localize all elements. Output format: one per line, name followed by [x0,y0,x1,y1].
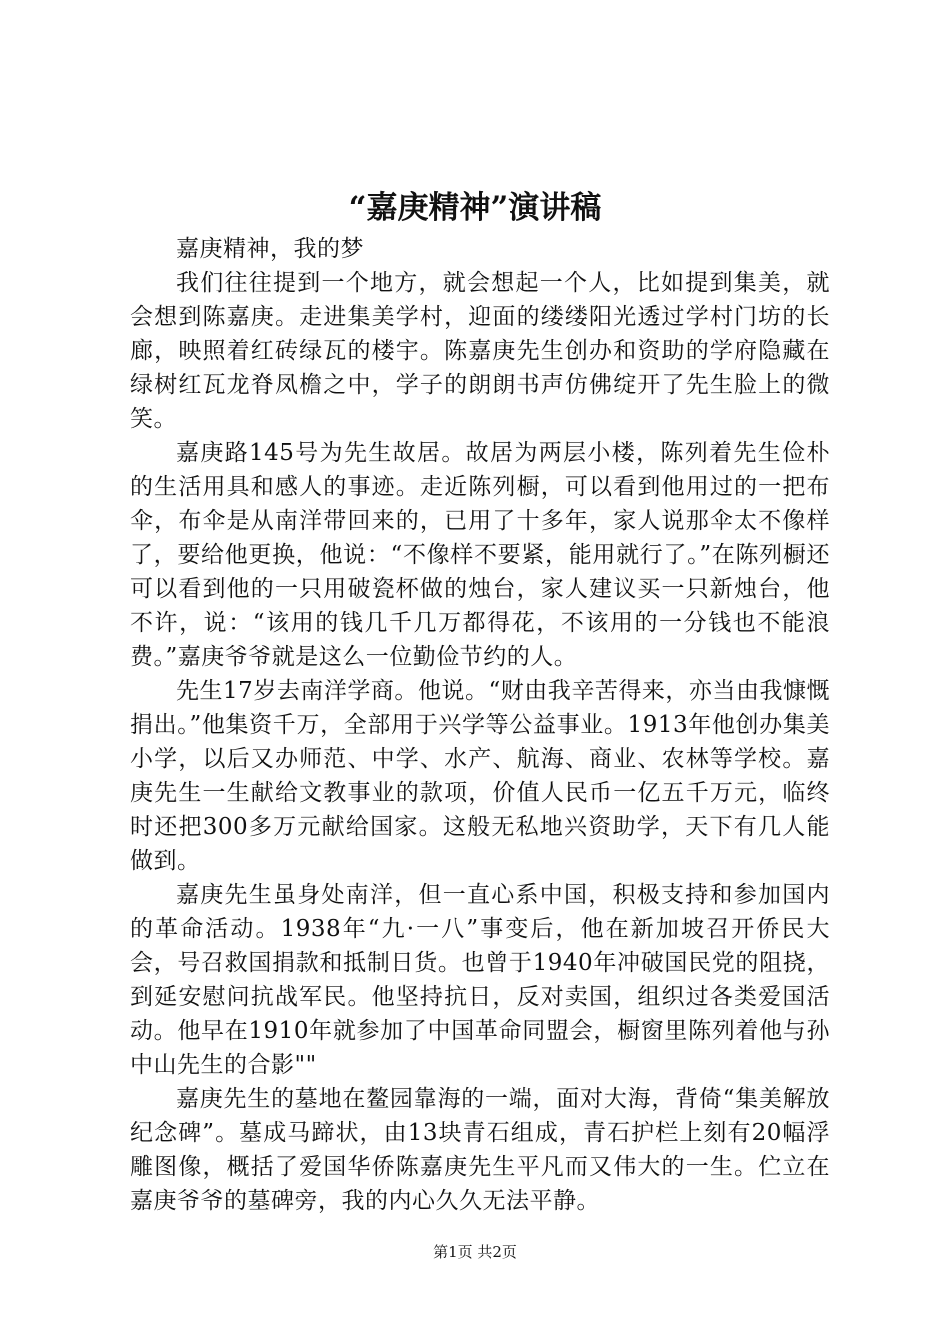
document-title: “嘉庚精神”演讲稿 [348,190,602,226]
body-paragraph: 嘉庚先生虽身处南洋，但一直心系中国，积极支持和参加国内的革命活动。1938年“九·一八”事变后，他在新加坡召开侨民大会，号召救国捐款和抵制日货。也曾于1940年冲破国民党的阻挠，到延安慰问抗战军民。他坚持抗日，反对卖国，组织过各类爱国活动。他早在1910年就参加了中国革命同盟会，橱窗里陈列着他与孙中山先生的合影"" [130,882,830,1078]
body-paragraph: 嘉庚路145号为先生故居。故居为两层小楼，陈列着先生俭朴的生活用具和感人的事迹。走近陈列橱，可以看到他用过的一把布伞，布伞是从南洋带回来的，已用了十多年，家人说那伞太不像样了，要给他更换，他说：“不像样不要紧，能用就行了。”在陈列橱还可以看到他的一只用破瓷杯做的烛台，家人建议买一只新烛台，他不许，说：“该用的钱几千几万都得花，不该用的一分钱也不能浪费。”嘉庚爷爷就是这么一位勤俭节约的人。 [130,440,830,670]
body-paragraph: 先生17岁去南洋学商。他说。“财由我辛苦得来，亦当由我慷慨捐出。”他集资千万，全部用于兴学等公益事业。1913年他创办集美小学，以后又办师范、中学、水产、航海、商业、农林等学校。嘉庚先生一生献给文教事业的款项，价值人民币一亿五千万元，临终时还把300多万元献给国家。这般无私地兴资助学，天下有几人能做到。 [130,678,830,874]
page-footer: 第1页 共2页 [433,1243,517,1261]
body-paragraph: 嘉庚先生的墓地在鳌园靠海的一端，面对大海，背倚“集美解放纪念碑”。墓成马蹄状，由13块青石组成，青石护栏上刻有20幅浮雕图像，概括了爱国华侨陈嘉庚先生平凡而又伟大的一生。伫立在嘉庚爷爷的墓碑旁，我的内心久久无法平静。 [130,1086,830,1214]
body-paragraph: 我们往往提到一个地方，就会想起一个人，比如提到集美，就会想到陈嘉庚。走进集美学村，迎面的缕缕阳光透过学村门坊的长廊，映照着红砖绿瓦的楼宇。陈嘉庚先生创办和资助的学府隐藏在绿树红瓦龙脊凤檐之中，学子的朗朗书声仿佛绽开了先生脸上的微笑。 [130,270,830,432]
document-body [130,232,830,1218]
subtitle-paragraph: 嘉庚精神，我的梦 [176,236,364,262]
